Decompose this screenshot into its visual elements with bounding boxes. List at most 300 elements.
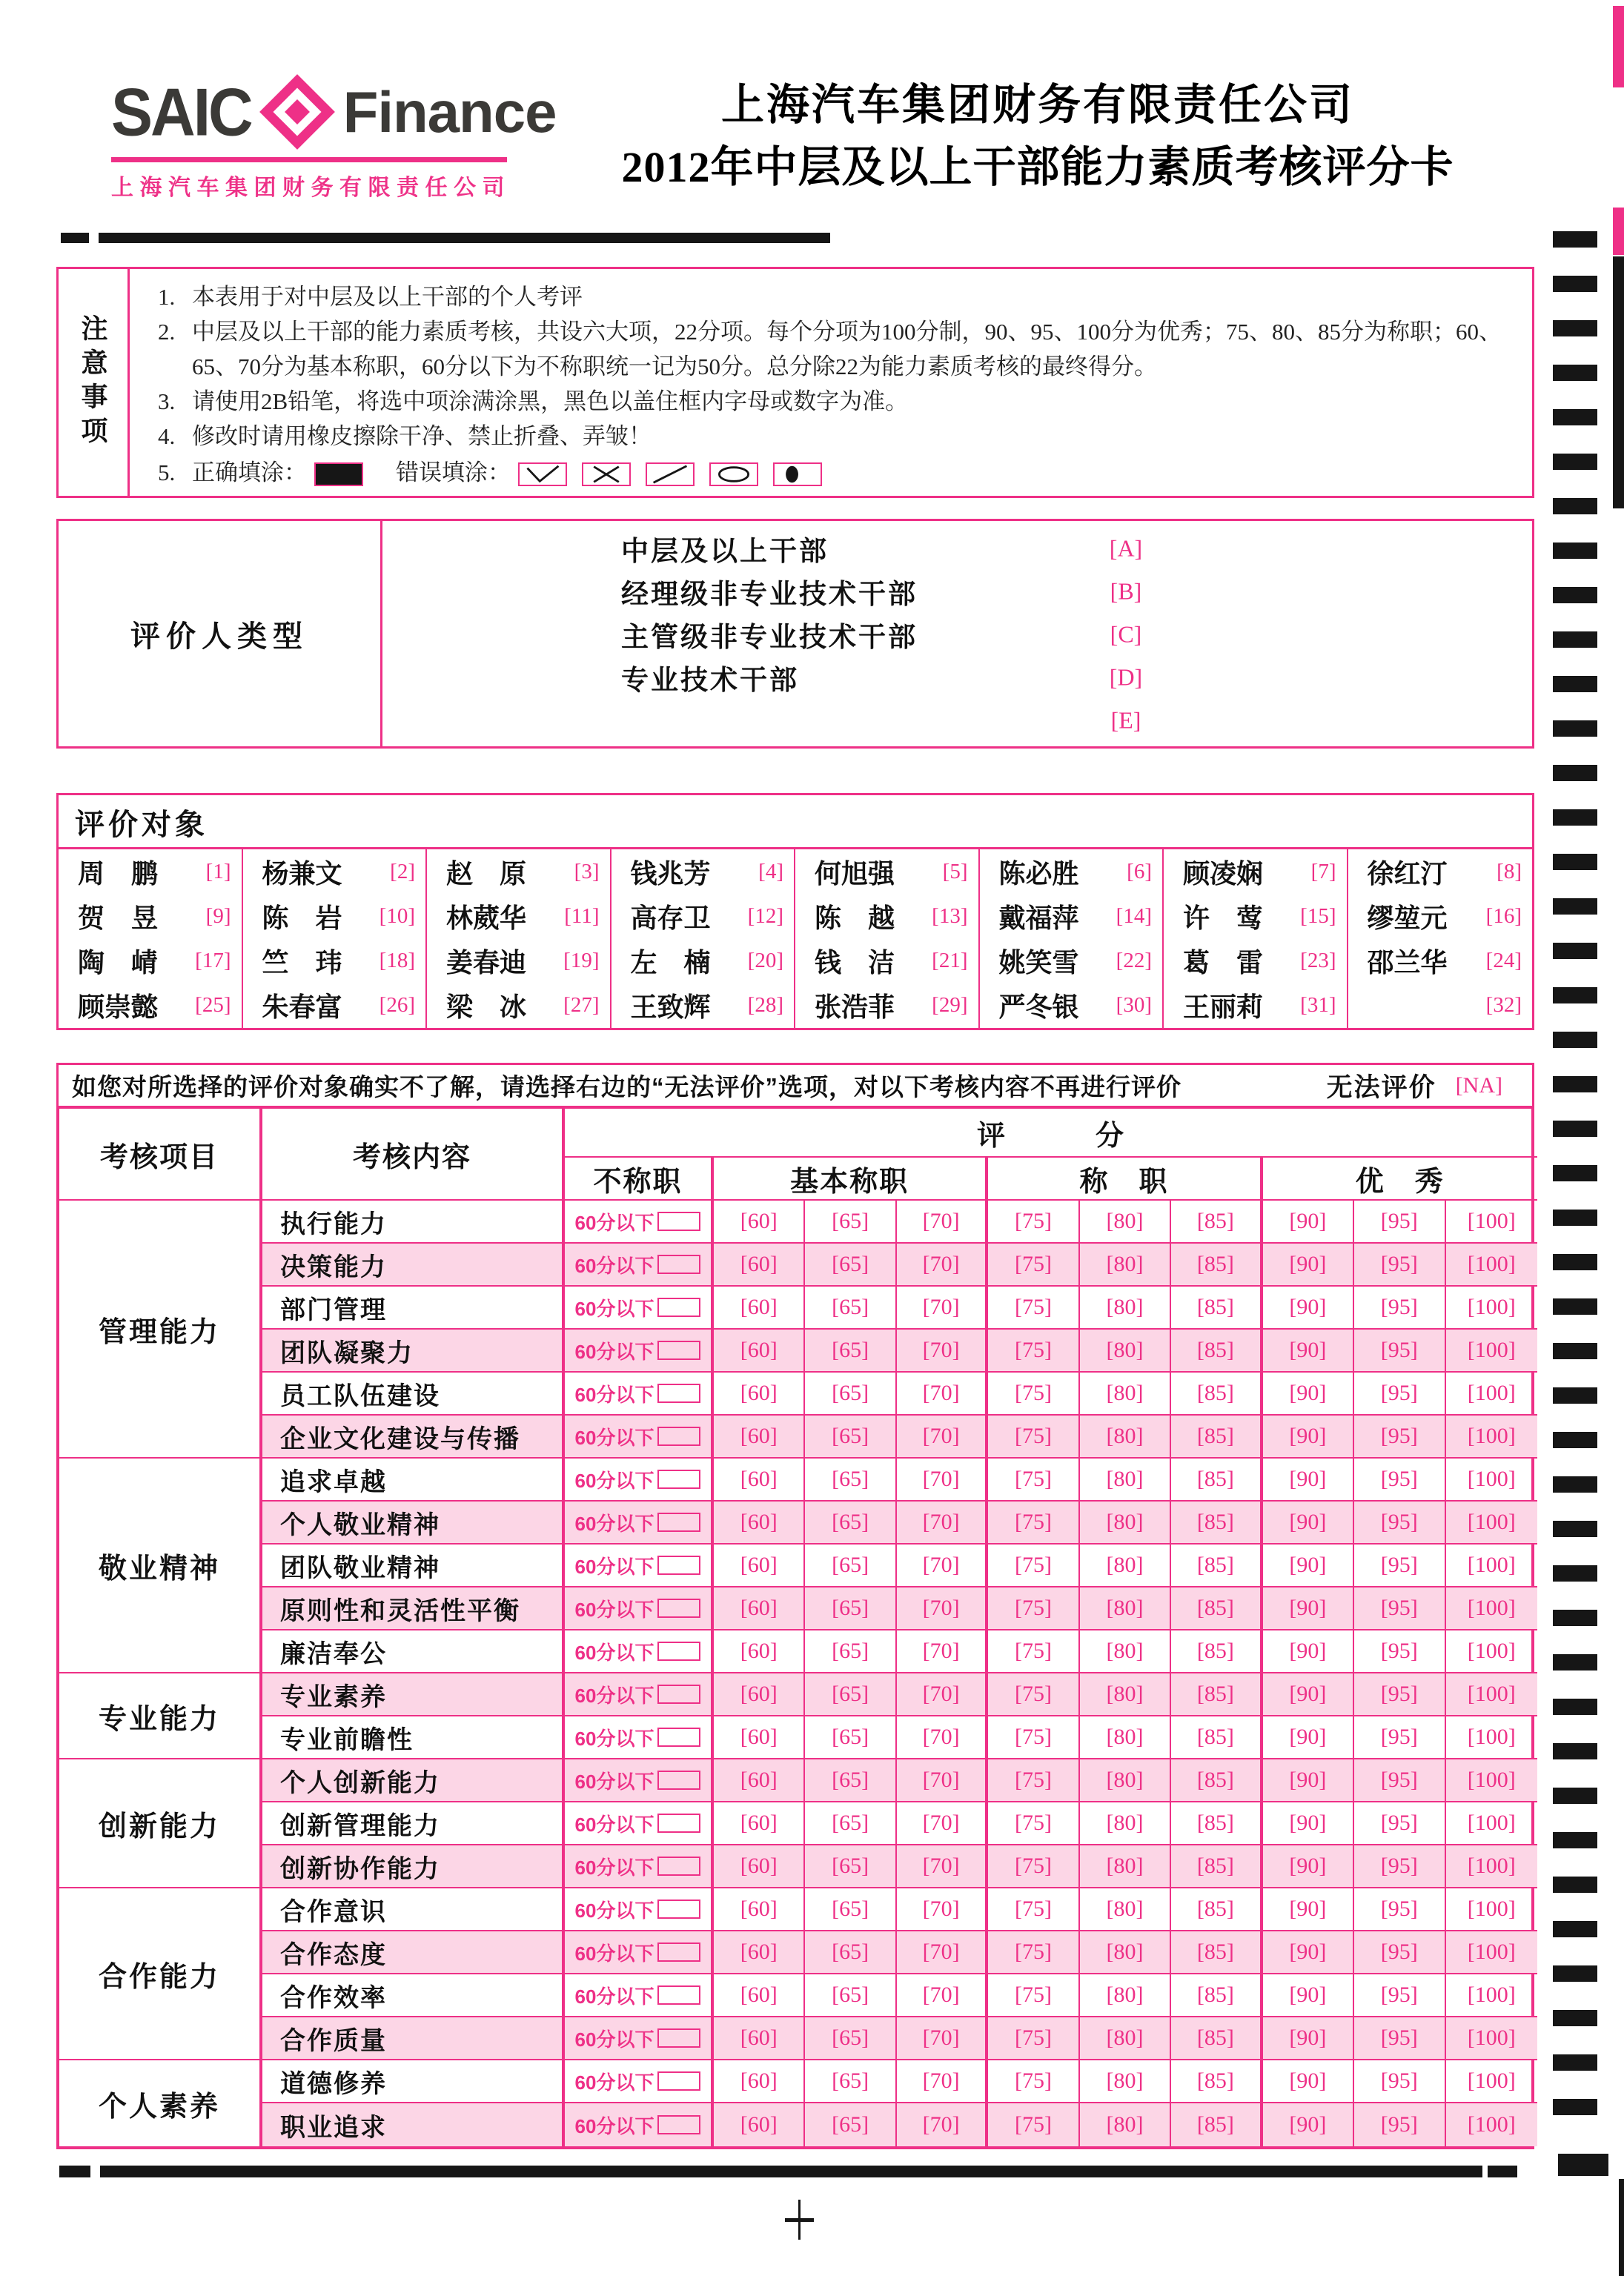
score-bubble-100[interactable]: [100] [1446, 1545, 1537, 1587]
target-bubble-7[interactable]: [7] [1310, 859, 1336, 883]
score-bubble-70[interactable]: [70] [897, 1244, 988, 1287]
score-bubble-90[interactable]: [90] [1263, 1759, 1354, 1802]
score-bubble-85[interactable]: [85] [1171, 1201, 1262, 1244]
score-bubble-95[interactable]: [95] [1354, 1974, 1445, 2017]
target-cell[interactable] [427, 939, 612, 983]
score-bubble-85[interactable]: [85] [1171, 1716, 1262, 1759]
score-bubble-70[interactable]: [70] [897, 1931, 988, 1974]
score-bubble-100[interactable]: [100] [1446, 1673, 1537, 1716]
score-bubble-95[interactable]: [95] [1354, 1716, 1445, 1759]
score-bubble-100[interactable]: [100] [1446, 1244, 1537, 1287]
target-bubble-18[interactable]: [18] [379, 949, 415, 973]
score-bubble-80[interactable]: [80] [1080, 2060, 1171, 2103]
score-bubble-85[interactable]: [85] [1171, 2103, 1262, 2146]
below-60-bubble[interactable] [657, 2071, 700, 2091]
score-bubble-85[interactable]: [85] [1171, 1244, 1262, 1287]
score-bubble-75[interactable]: [75] [988, 1201, 1079, 1244]
score-bubble-65[interactable]: [65] [805, 1416, 896, 1459]
below-60-bubble[interactable] [657, 2028, 700, 2048]
target-bubble-14[interactable]: [14] [1116, 903, 1152, 928]
below-60-bubble[interactable] [657, 1212, 700, 1231]
score-bubble-70[interactable]: [70] [897, 1888, 988, 1931]
score-bubble-85[interactable]: [85] [1171, 1330, 1262, 1373]
score-bubble-60[interactable]: [60] [714, 1974, 805, 2017]
score-bubble-75[interactable]: [75] [988, 2060, 1079, 2103]
score-bubble-60[interactable]: [60] [714, 1287, 805, 1330]
score-bubble-95[interactable]: [95] [1354, 1759, 1445, 1802]
target-bubble-27[interactable]: [27] [563, 993, 600, 1018]
score-bubble-90[interactable]: [90] [1263, 2103, 1354, 2146]
score-bubble-100[interactable]: [100] [1446, 1330, 1537, 1373]
score-bubble-90[interactable]: [90] [1263, 1201, 1354, 1244]
score-bubble-95[interactable]: [95] [1354, 1330, 1445, 1373]
target-cell[interactable] [795, 939, 980, 983]
score-bubble-90[interactable]: [90] [1263, 1673, 1354, 1716]
score-bubble-85[interactable]: [85] [1171, 1673, 1262, 1716]
score-bubble-60[interactable]: [60] [714, 1416, 805, 1459]
score-bubble-65[interactable]: [65] [805, 1630, 896, 1673]
score-bubble-65[interactable]: [65] [805, 2017, 896, 2060]
score-bubble-95[interactable]: [95] [1354, 1845, 1445, 1888]
score-bubble-65[interactable]: [65] [805, 2103, 896, 2146]
score-bubble-80[interactable]: [80] [1080, 1630, 1171, 1673]
target-bubble-19[interactable]: [19] [563, 949, 600, 973]
score-bubble-60[interactable]: [60] [714, 1630, 805, 1673]
score-bubble-85[interactable]: [85] [1171, 1459, 1262, 1502]
score-bubble-60[interactable]: [60] [714, 1330, 805, 1373]
target-cell[interactable] [59, 939, 243, 983]
score-bubble-80[interactable]: [80] [1080, 1416, 1171, 1459]
target-bubble-26[interactable]: [26] [379, 993, 415, 1018]
target-cell[interactable] [795, 894, 980, 938]
score-bubble-65[interactable]: [65] [805, 1502, 896, 1545]
score-bubble-75[interactable]: [75] [988, 1888, 1079, 1931]
score-bubble-100[interactable]: [100] [1446, 1416, 1537, 1459]
target-cell[interactable] [243, 939, 428, 983]
score-bubble-65[interactable]: [65] [805, 1888, 896, 1931]
score-bubble-100[interactable]: [100] [1446, 1587, 1537, 1630]
score-bubble-70[interactable]: [70] [897, 1201, 988, 1244]
target-cell[interactable] [1348, 849, 1533, 894]
below-60-bubble[interactable] [657, 1470, 700, 1489]
target-cell[interactable] [795, 849, 980, 894]
score-bubble-100[interactable]: [100] [1446, 1888, 1537, 1931]
target-bubble-22[interactable]: [22] [1116, 949, 1152, 973]
target-cell[interactable] [1348, 939, 1533, 983]
evaluator-bubble-B[interactable]: [B] [1110, 577, 1142, 605]
score-bubble-65[interactable]: [65] [805, 1244, 896, 1287]
score-bubble-100[interactable]: [100] [1446, 1287, 1537, 1330]
below-60-bubble[interactable] [657, 1599, 700, 1618]
score-bubble-80[interactable]: [80] [1080, 1201, 1171, 1244]
score-bubble-90[interactable]: [90] [1263, 1545, 1354, 1587]
target-cell[interactable] [1164, 894, 1348, 938]
score-bubble-90[interactable]: [90] [1263, 1931, 1354, 1974]
score-bubble-85[interactable]: [85] [1171, 1630, 1262, 1673]
target-name: 何旭强 [815, 857, 895, 889]
score-bubble-95[interactable]: [95] [1354, 1931, 1445, 1974]
score-bubble-90[interactable]: [90] [1263, 1330, 1354, 1373]
below-60-cell [565, 1287, 714, 1330]
score-bubble-60[interactable]: [60] [714, 1673, 805, 1716]
score-bubble-95[interactable]: [95] [1354, 1201, 1445, 1244]
score-bubble-60[interactable]: [60] [714, 1802, 805, 1845]
target-cell[interactable] [1348, 894, 1533, 938]
cross-mark-example [582, 462, 631, 486]
score-bubble-90[interactable]: [90] [1263, 1888, 1354, 1931]
score-bubble-70[interactable]: [70] [897, 1416, 988, 1459]
score-bubble-60[interactable]: [60] [714, 2103, 805, 2146]
score-bubble-100[interactable]: [100] [1446, 1931, 1537, 1974]
score-bubble-60[interactable]: [60] [714, 1502, 805, 1545]
score-bubble-95[interactable]: [95] [1354, 1416, 1445, 1459]
target-bubble-3[interactable]: [3] [574, 859, 600, 883]
score-bubble-90[interactable]: [90] [1263, 1287, 1354, 1330]
target-cell[interactable] [59, 849, 243, 894]
score-bubble-65[interactable]: [65] [805, 1545, 896, 1587]
score-bubble-60[interactable]: [60] [714, 1759, 805, 1802]
score-bubble-80[interactable]: [80] [1080, 1373, 1171, 1416]
score-bubble-70[interactable]: [70] [897, 1802, 988, 1845]
score-bubble-90[interactable]: [90] [1263, 1845, 1354, 1888]
target-bubble-13[interactable]: [13] [932, 903, 968, 928]
score-bubble-75[interactable]: [75] [988, 1673, 1079, 1716]
below-60-bubble[interactable] [657, 1384, 700, 1403]
score-bubble-80[interactable]: [80] [1080, 1673, 1171, 1716]
score-bubble-100[interactable]: [100] [1446, 1716, 1537, 1759]
score-bubble-100[interactable]: [100] [1446, 1373, 1537, 1416]
score-bubble-70[interactable]: [70] [897, 1630, 988, 1673]
score-bubble-75[interactable]: [75] [988, 1974, 1079, 2017]
score-bubble-80[interactable]: [80] [1080, 1802, 1171, 1845]
score-bubble-85[interactable]: [85] [1171, 2060, 1262, 2103]
score-bubble-60[interactable]: [60] [714, 1244, 805, 1287]
score-bubble-75[interactable]: [75] [988, 2017, 1079, 2060]
target-cell[interactable] [980, 939, 1164, 983]
score-bubble-60[interactable]: [60] [714, 2017, 805, 2060]
target-bubble-10[interactable]: [10] [379, 903, 415, 928]
target-cell[interactable] [243, 894, 428, 938]
na-label: 无法评价 [1326, 1072, 1436, 1102]
below-60-bubble[interactable] [657, 1942, 700, 1962]
target-bubble-16[interactable]: [16] [1485, 903, 1522, 928]
score-bubble-70[interactable]: [70] [897, 1330, 988, 1373]
score-bubble-75[interactable]: [75] [988, 1373, 1079, 1416]
target-bubble-28[interactable]: [28] [747, 993, 783, 1018]
score-bubble-70[interactable]: [70] [897, 1759, 988, 1802]
score-bubble-65[interactable]: [65] [805, 1587, 896, 1630]
score-bubble-75[interactable]: [75] [988, 1287, 1079, 1330]
below-60-bubble[interactable] [657, 1341, 700, 1360]
score-bubble-80[interactable]: [80] [1080, 1845, 1171, 1888]
score-bubble-65[interactable]: [65] [805, 2060, 896, 2103]
score-bubble-95[interactable]: [95] [1354, 2103, 1445, 2146]
score-bubble-100[interactable]: [100] [1446, 2103, 1537, 2146]
target-cell[interactable] [612, 894, 796, 938]
score-bubble-95[interactable]: [95] [1354, 1587, 1445, 1630]
target-cell[interactable] [612, 983, 796, 1028]
score-bubble-90[interactable]: [90] [1263, 1587, 1354, 1630]
score-bubble-85[interactable]: [85] [1171, 1373, 1262, 1416]
score-bubble-90[interactable]: [90] [1263, 1630, 1354, 1673]
score-bubble-90[interactable]: [90] [1263, 2060, 1354, 2103]
score-bubble-60[interactable]: [60] [714, 1545, 805, 1587]
score-bubble-100[interactable]: [100] [1446, 2017, 1537, 2060]
score-bubble-70[interactable]: [70] [897, 1373, 988, 1416]
score-bubble-75[interactable]: [75] [988, 1716, 1079, 1759]
score-bubble-65[interactable]: [65] [805, 1287, 896, 1330]
score-bubble-85[interactable]: [85] [1171, 1502, 1262, 1545]
target-bubble-32[interactable]: [32] [1485, 993, 1522, 1018]
target-cell[interactable] [612, 939, 796, 983]
score-bubble-70[interactable]: [70] [897, 1716, 988, 1759]
score-bubble-60[interactable]: [60] [714, 1587, 805, 1630]
score-bubble-70[interactable]: [70] [897, 2060, 988, 2103]
score-bubble-70[interactable]: [70] [897, 1845, 988, 1888]
score-bubble-95[interactable]: [95] [1354, 1373, 1445, 1416]
score-bubble-95[interactable]: [95] [1354, 1673, 1445, 1716]
score-bubble-85[interactable]: [85] [1171, 1802, 1262, 1845]
score-bubble-70[interactable]: [70] [897, 1974, 988, 2017]
score-bubble-95[interactable]: [95] [1354, 1502, 1445, 1545]
target-bubble-29[interactable]: [29] [932, 993, 968, 1018]
score-bubble-75[interactable]: [75] [988, 2103, 1079, 2146]
score-bubble-85[interactable]: [85] [1171, 1845, 1262, 1888]
target-bubble-6[interactable]: [6] [1127, 859, 1152, 883]
score-bubble-80[interactable]: [80] [1080, 1287, 1171, 1330]
score-bubble-90[interactable]: [90] [1263, 2017, 1354, 2060]
score-bubble-80[interactable]: [80] [1080, 1888, 1171, 1931]
target-bubble-23[interactable]: [23] [1300, 949, 1336, 973]
target-cell[interactable] [1164, 939, 1348, 983]
score-bubble-80[interactable]: [80] [1080, 1974, 1171, 2017]
target-bubble-20[interactable]: [20] [747, 949, 783, 973]
target-bubble-4[interactable]: [4] [758, 859, 783, 883]
below-60-bubble[interactable] [657, 1642, 700, 1661]
score-bubble-80[interactable]: [80] [1080, 1330, 1171, 1373]
below-60-bubble[interactable] [657, 1814, 700, 1833]
score-bubble-65[interactable]: [65] [805, 1330, 896, 1373]
target-bubble-8[interactable]: [8] [1497, 859, 1522, 883]
half-fill-mark-example [773, 462, 822, 486]
score-bubble-70[interactable]: [70] [897, 1545, 988, 1587]
evaluator-type-side [59, 521, 382, 746]
below-60-bubble[interactable] [657, 1685, 700, 1704]
target-bubble-24[interactable]: [24] [1485, 949, 1522, 973]
score-bubble-65[interactable]: [65] [805, 1373, 896, 1416]
score-bubble-70[interactable]: [70] [897, 1587, 988, 1630]
score-bubble-75[interactable]: [75] [988, 1587, 1079, 1630]
score-bubble-100[interactable]: [100] [1446, 2060, 1537, 2103]
score-bubble-100[interactable]: [100] [1446, 1759, 1537, 1802]
score-bubble-60[interactable]: [60] [714, 1931, 805, 1974]
score-bubble-90[interactable]: [90] [1263, 1502, 1354, 1545]
target-cell[interactable] [243, 983, 428, 1028]
score-bubble-80[interactable]: [80] [1080, 1502, 1171, 1545]
score-bubble-95[interactable]: [95] [1354, 1888, 1445, 1931]
score-bubble-75[interactable]: [75] [988, 1459, 1079, 1502]
score-bubble-70[interactable]: [70] [897, 1287, 988, 1330]
score-bubble-75[interactable]: [75] [988, 1416, 1079, 1459]
score-bubble-100[interactable]: [100] [1446, 1502, 1537, 1545]
score-bubble-75[interactable]: [75] [988, 1759, 1079, 1802]
score-bubble-90[interactable]: [90] [1263, 1802, 1354, 1845]
score-bubble-65[interactable]: [65] [805, 1759, 896, 1802]
target-bubble-30[interactable]: [30] [1116, 993, 1152, 1018]
score-bubble-80[interactable]: [80] [1080, 1244, 1171, 1287]
score-bubble-65[interactable]: [65] [805, 1201, 896, 1244]
below-60-label: 60分以下 [574, 1598, 654, 1621]
below-60-bubble[interactable] [657, 1985, 700, 2005]
below-60-bubble[interactable] [657, 1728, 700, 1747]
score-bubble-60[interactable]: [60] [714, 1716, 805, 1759]
below-60-bubble[interactable] [657, 1298, 700, 1317]
score-bubble-75[interactable]: [75] [988, 1545, 1079, 1587]
target-bubble-9[interactable]: [9] [205, 903, 231, 928]
target-bubble-2[interactable]: [2] [390, 859, 415, 883]
score-bubble-70[interactable]: [70] [897, 1502, 988, 1545]
target-cell[interactable] [1164, 849, 1348, 894]
item-label: 企业文化建设与传播 [262, 1416, 565, 1459]
score-bubble-85[interactable]: [85] [1171, 1888, 1262, 1931]
score-bubble-65[interactable]: [65] [805, 1716, 896, 1759]
below-60-bubble[interactable] [657, 1513, 700, 1532]
score-bubble-95[interactable]: [95] [1354, 2017, 1445, 2060]
score-bubble-60[interactable]: [60] [714, 1373, 805, 1416]
score-bubble-80[interactable]: [80] [1080, 2103, 1171, 2146]
score-bubble-95[interactable]: [95] [1354, 1802, 1445, 1845]
score-bubble-70[interactable]: [70] [897, 1673, 988, 1716]
below-60-bubble[interactable] [657, 1255, 700, 1274]
evaluator-bubble-A[interactable]: [A] [1109, 534, 1143, 562]
table-header-score: 评 分 [565, 1109, 1537, 1158]
score-bubble-75[interactable]: [75] [988, 1845, 1079, 1888]
target-cell[interactable] [612, 849, 796, 894]
score-bubble-80[interactable]: [80] [1080, 1587, 1171, 1630]
score-bubble-100[interactable]: [100] [1446, 1201, 1537, 1244]
target-cell[interactable] [980, 849, 1164, 894]
score-bubble-75[interactable]: [75] [988, 1931, 1079, 1974]
score-bubble-60[interactable]: [60] [714, 1459, 805, 1502]
score-bubble-65[interactable]: [65] [805, 1974, 896, 2017]
score-bubble-100[interactable]: [100] [1446, 1974, 1537, 2017]
na-bubble[interactable]: [NA] [1455, 1072, 1502, 1098]
score-bubble-100[interactable]: [100] [1446, 1845, 1537, 1888]
score-bubble-100[interactable]: [100] [1446, 1630, 1537, 1673]
score-bubble-65[interactable]: [65] [805, 1931, 896, 1974]
score-bubble-95[interactable]: [95] [1354, 1545, 1445, 1587]
evaluator-bubble-E[interactable]: [E] [1110, 706, 1141, 734]
score-bubble-70[interactable]: [70] [897, 2017, 988, 2060]
below-60-bubble[interactable] [657, 1900, 700, 1919]
evaluator-bubble-C[interactable]: [C] [1110, 620, 1142, 648]
below-60-bubble[interactable] [657, 1771, 700, 1790]
target-cell[interactable] [243, 849, 428, 894]
score-bubble-90[interactable]: [90] [1263, 1459, 1354, 1502]
score-bubble-90[interactable]: [90] [1263, 1244, 1354, 1287]
target-cell[interactable] [59, 983, 243, 1028]
target-cell[interactable] [980, 894, 1164, 938]
below-60-bubble[interactable] [657, 1857, 700, 1876]
score-bubble-75[interactable]: [75] [988, 1502, 1079, 1545]
score-bubble-95[interactable]: [95] [1354, 1244, 1445, 1287]
target-bubble-21[interactable]: [21] [932, 949, 968, 973]
check-mark-example [518, 462, 567, 486]
score-bubble-80[interactable]: [80] [1080, 1931, 1171, 1974]
score-bubble-80[interactable]: [80] [1080, 1545, 1171, 1587]
target-cell[interactable] [427, 849, 612, 894]
score-bubble-70[interactable]: [70] [897, 2103, 988, 2146]
score-bubble-85[interactable]: [85] [1171, 1416, 1262, 1459]
score-bubble-65[interactable]: [65] [805, 1802, 896, 1845]
score-bubble-90[interactable]: [90] [1263, 1974, 1354, 2017]
score-bubble-65[interactable]: [65] [805, 1459, 896, 1502]
score-bubble-90[interactable]: [90] [1263, 1373, 1354, 1416]
score-bubble-65[interactable]: [65] [805, 1673, 896, 1716]
score-bubble-95[interactable]: [95] [1354, 1459, 1445, 1502]
target-bubble-17[interactable]: [17] [195, 949, 231, 973]
score-bubble-95[interactable]: [95] [1354, 1630, 1445, 1673]
target-bubble-15[interactable]: [15] [1300, 903, 1336, 928]
score-bubble-95[interactable]: [95] [1354, 1287, 1445, 1330]
target-cell[interactable] [1348, 983, 1533, 1028]
target-bubble-5[interactable]: [5] [942, 859, 968, 883]
score-bubble-75[interactable]: [75] [988, 1630, 1079, 1673]
below-60-bubble[interactable] [657, 1556, 700, 1575]
score-bubble-70[interactable]: [70] [897, 1459, 988, 1502]
target-bubble-12[interactable]: [12] [747, 903, 783, 928]
target-cell[interactable] [427, 894, 612, 938]
score-bubble-75[interactable]: [75] [988, 1330, 1079, 1373]
score-bubble-100[interactable]: [100] [1446, 1802, 1537, 1845]
score-bubble-85[interactable]: [85] [1171, 1759, 1262, 1802]
target-cell[interactable] [1164, 983, 1348, 1028]
score-bubble-60[interactable]: [60] [714, 1201, 805, 1244]
evaluator-bubble-D[interactable]: [D] [1109, 663, 1143, 691]
score-bubble-80[interactable]: [80] [1080, 1759, 1171, 1802]
target-bubble-31[interactable]: [31] [1300, 993, 1336, 1018]
score-bubble-60[interactable]: [60] [714, 1888, 805, 1931]
score-bubble-75[interactable]: [75] [988, 1244, 1079, 1287]
score-bubble-80[interactable]: [80] [1080, 1716, 1171, 1759]
score-bubble-60[interactable]: [60] [714, 2060, 805, 2103]
target-cell[interactable] [59, 894, 243, 938]
target-bubble-25[interactable]: [25] [195, 993, 231, 1018]
score-bubble-95[interactable]: [95] [1354, 2060, 1445, 2103]
target-cell[interactable] [795, 983, 980, 1028]
score-bubble-90[interactable]: [90] [1263, 1416, 1354, 1459]
score-bubble-85[interactable]: [85] [1171, 1931, 1262, 1974]
score-bubble-60[interactable]: [60] [714, 1845, 805, 1888]
score-bubble-65[interactable]: [65] [805, 1845, 896, 1888]
target-bubble-11[interactable]: [11] [564, 903, 600, 928]
below-60-bubble[interactable] [657, 1427, 700, 1446]
target-bubble-1[interactable]: [1] [205, 859, 231, 883]
score-bubble-85[interactable]: [85] [1171, 1974, 1262, 2017]
target-cell[interactable] [980, 983, 1164, 1028]
target-cell[interactable] [427, 983, 612, 1028]
score-bubble-85[interactable]: [85] [1171, 1287, 1262, 1330]
score-bubble-85[interactable]: [85] [1171, 1587, 1262, 1630]
score-bubble-85[interactable]: [85] [1171, 1545, 1262, 1587]
score-bubble-75[interactable]: [75] [988, 1802, 1079, 1845]
score-bubble-90[interactable]: [90] [1263, 1716, 1354, 1759]
score-bubble-80[interactable]: [80] [1080, 1459, 1171, 1502]
score-bubble-100[interactable]: [100] [1446, 1459, 1537, 1502]
below-60-bubble[interactable] [657, 2115, 700, 2134]
score-bubble-80[interactable]: [80] [1080, 2017, 1171, 2060]
score-bubble-85[interactable]: [85] [1171, 2017, 1262, 2060]
